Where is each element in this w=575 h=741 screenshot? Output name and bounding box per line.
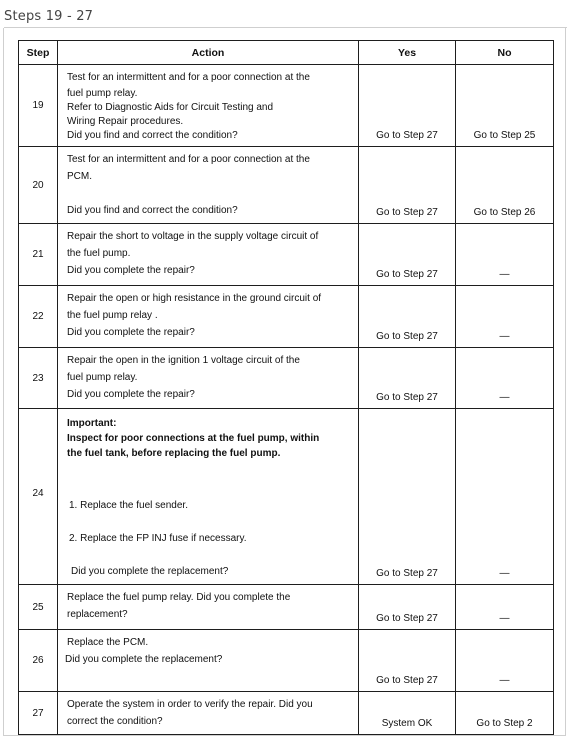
yes-link[interactable]: System OK [359, 692, 456, 735]
table-header-row [19, 41, 554, 65]
table-row [19, 147, 554, 224]
step-action [58, 224, 359, 286]
important-text: Inspect for poor connections at the fuel pump, within [67, 433, 320, 444]
step-number: 26 [19, 630, 58, 692]
action-line: Repair the open in the ignition 1 voltage circuit of the [67, 355, 300, 366]
spacer [67, 547, 354, 563]
step-action [58, 348, 359, 409]
action-line: Refer to Diagnostic Aids for Circuit Testing and [67, 102, 274, 113]
step-number: 23 [19, 348, 58, 409]
table-row [19, 630, 554, 692]
no-link[interactable]: Go to Step 25 [456, 65, 554, 147]
header-action: Action [58, 41, 359, 65]
page-title: Steps 19 - 27 [4, 9, 94, 24]
action-question: Did you complete the repair? [67, 327, 195, 338]
step-number: 24 [19, 409, 58, 585]
table-row [19, 65, 554, 147]
yes-link[interactable]: Go to Step 27 [359, 630, 456, 692]
list-item: 1. Replace the fuel sender. [69, 500, 188, 511]
action-line: Replace the PCM. [67, 637, 149, 648]
no-dash: — [456, 409, 554, 585]
no-dash: — [456, 585, 554, 630]
list-item: 2. Replace the FP INJ fuse if necessary. [69, 533, 247, 544]
step-action [58, 409, 359, 585]
action-line: fuel pump relay. [67, 88, 138, 99]
no-dash: — [456, 224, 554, 286]
spacer [67, 185, 354, 202]
action-line: Test for an intermittent and for a poor connection at the [67, 72, 310, 83]
steps-table [18, 40, 554, 735]
yes-link[interactable]: Go to Step 27 [359, 147, 456, 224]
action-line: Wiring Repair procedures. [67, 116, 184, 127]
yes-link[interactable]: Go to Step 27 [359, 585, 456, 630]
action-line: Repair the short to voltage in the supply voltage circuit of [67, 231, 319, 242]
yes-link[interactable]: Go to Step 27 [359, 348, 456, 409]
table-row [19, 409, 554, 585]
action-question: correct the condition? [67, 716, 163, 727]
action-question: Did you find and correct the condition? [67, 205, 238, 216]
action-question: Did you complete the replacement? [65, 654, 223, 665]
action-line: the fuel pump. [67, 248, 131, 259]
step-action [58, 692, 359, 735]
action-line: Operate the system in order to verify the repair. Did you [67, 699, 313, 710]
table-row [19, 348, 554, 409]
step-action [58, 65, 359, 147]
step-number: 19 [19, 65, 58, 147]
yes-link[interactable]: Go to Step 27 [359, 224, 456, 286]
action-line: Replace the fuel pump relay. Did you complete the [67, 592, 291, 603]
action-line: fuel pump relay. [67, 372, 138, 383]
important-text: the fuel tank, before replacing the fuel pump. [67, 448, 281, 459]
action-question: Did you complete the repair? [67, 389, 195, 400]
step-action [58, 630, 359, 692]
table-row [19, 692, 554, 735]
no-dash: — [456, 630, 554, 692]
step-number: 25 [19, 585, 58, 630]
action-line: Repair the open or high resistance in the ground circuit of [67, 293, 322, 304]
step-action [58, 286, 359, 348]
header-step: Step [19, 41, 58, 65]
action-line: replacement? [67, 609, 128, 620]
action-question: Did you find and correct the condition? [67, 130, 238, 141]
spacer [67, 514, 354, 530]
step-action [58, 147, 359, 224]
step-number: 27 [19, 692, 58, 735]
step-action [58, 585, 359, 630]
table-row [19, 585, 554, 630]
step-number: 20 [19, 147, 58, 224]
spacer [67, 461, 354, 497]
action-question: Did you complete the replacement? [71, 566, 229, 577]
step-number: 21 [19, 224, 58, 286]
yes-link[interactable]: Go to Step 27 [359, 409, 456, 585]
no-link[interactable]: Go to Step 26 [456, 147, 554, 224]
action-line: PCM. [67, 171, 92, 182]
action-line: Test for an intermittent and for a poor connection at the [67, 154, 310, 165]
table-row [19, 224, 554, 286]
table-row [19, 286, 554, 348]
no-dash: — [456, 286, 554, 348]
action-question: Did you complete the repair? [67, 265, 195, 276]
no-dash: — [456, 348, 554, 409]
yes-link[interactable]: Go to Step 27 [359, 65, 456, 147]
step-number: 22 [19, 286, 58, 348]
important-label: Important: [67, 418, 117, 429]
yes-link[interactable]: Go to Step 27 [359, 286, 456, 348]
header-no: No [456, 41, 554, 65]
action-line: the fuel pump relay . [67, 310, 158, 321]
header-yes: Yes [359, 41, 456, 65]
no-link[interactable]: Go to Step 2 [456, 692, 554, 735]
